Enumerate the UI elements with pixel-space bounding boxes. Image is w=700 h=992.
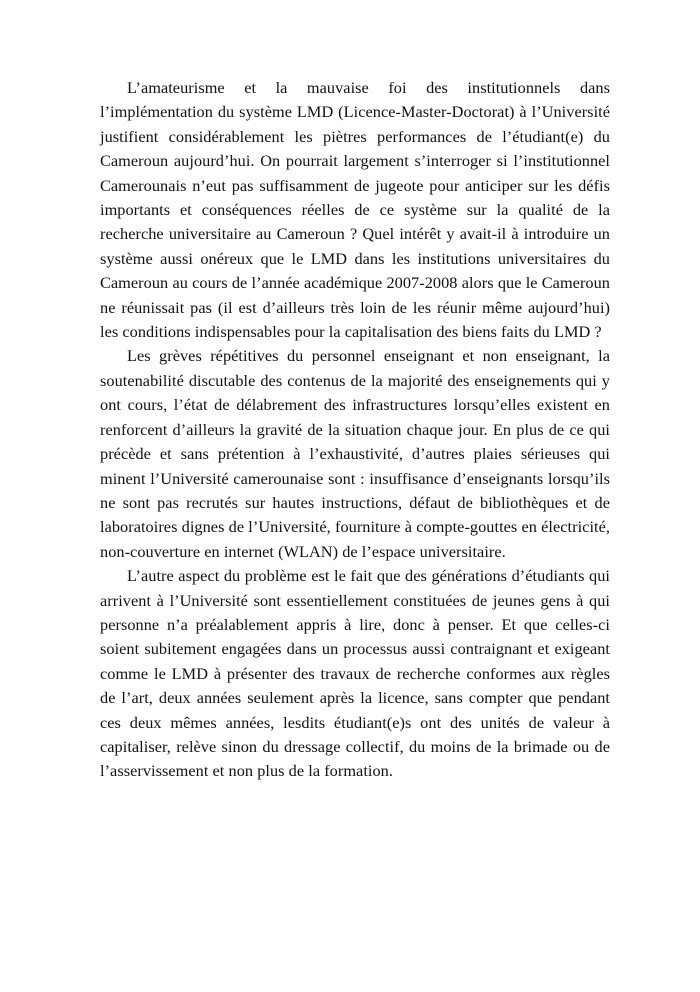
paragraph-3: L’autre aspect du problème est le fait que des générations d’étudiants qui arrivent à l’Université sont essentiellement constituées de jeunes gens à qui personne n’a préalablement appris à lire, donc à penser. Et que celles-ci soient subitement engagées dans un processus aussi contraignant et exigeant comme le LMD à présenter des travaux de recherche conformes aux règles de l’art, deux années seulement après la licence, sans compter que pendant ces deux mêmes années, lesdits étudiant(e)s ont des unités de valeur à capitaliser, relève sinon du dressage collectif, du moins de la brimade ou de l’asservissement et non plus de la formation. bbox=[100, 566, 610, 781]
body-text-block bbox=[100, 76, 610, 784]
paragraph-2: Les grèves répétitives du personnel enseignant et non enseignant, la soutenabilité discutable des contenus de la majorité des enseignements qui y ont cours, l’état de délabrement des infrastructures lorsqu’elles existent en renforcent d’ailleurs la gravité de la situation chaque jour. En plus de ce qui précède et sans prétention à l’exhaustivité, d’autres plaies sérieuses qui minent l’Université camerounaise sont : insuffisance d’enseignants lorsqu’ils ne sont pas recrutés sur hautes instructions, défaut de bibliothèques et de laboratoires dignes de l’Université, fourniture à compte-gouttes en électricité, non-couverture en internet (WLAN) de l’espace universitaire. bbox=[100, 346, 610, 561]
paragraph-1: L’amateurisme et la mauvaise foi des institutionnels dans l’implémentation du système LMD (Licence-Master-Doctorat) à l’Université justifient considérablement les piètres performances de l’étudiant(e) du Cameroun aujourd’hui. On pourrait largement s’interroger si l’institutionnel Camerounais n’eut pas suffisamment de jugeote pour anticiper sur les défis importants et conséquences réelles de ce système sur la qualité de la recherche universitaire au Cameroun ? Quel intérêt y avait-il à introduire un système aussi onéreux que le LMD dans les institutions universitaires du Cameroun au cours de l’année académique 2007-2008 alors que le Cameroun ne réunissait pas (il est d’ailleurs très loin de les réunir même aujourd’hui) les conditions indispensables pour la capitalisation des biens faits du LMD ? bbox=[100, 78, 610, 342]
